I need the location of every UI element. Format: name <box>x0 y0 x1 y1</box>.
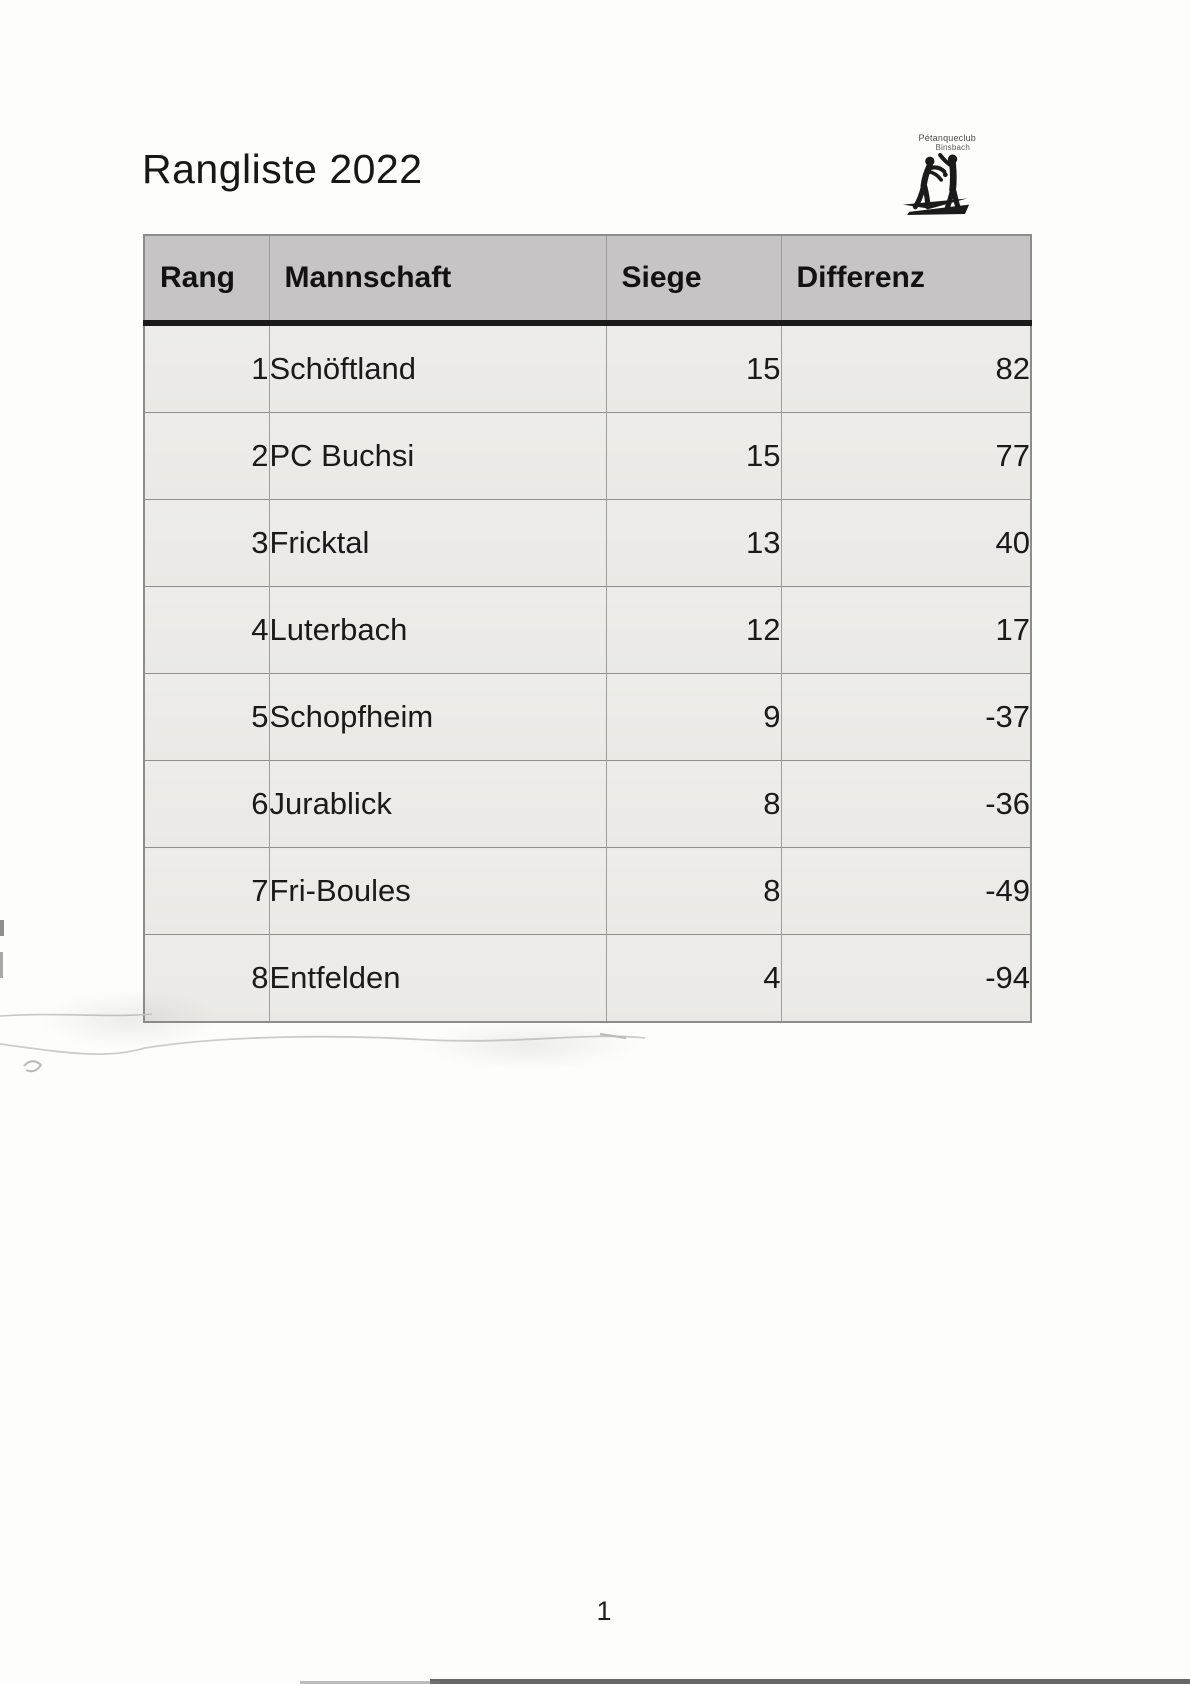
table-row <box>144 323 1031 413</box>
cell-rang: 6 <box>144 761 269 848</box>
cell-rang: 8 <box>144 935 269 1023</box>
club-logo <box>872 134 976 219</box>
cell-differenz: 77 <box>781 413 1031 500</box>
table-row <box>144 935 1031 1023</box>
cell-rang: 3 <box>144 500 269 587</box>
cell-differenz: 17 <box>781 587 1031 674</box>
column-header-siege: Siege <box>606 235 781 323</box>
club-name-line1: Pétanqueclub <box>918 133 976 143</box>
column-header-differenz: Differenz <box>781 235 1031 323</box>
cell-mannschaft: Jurablick <box>269 761 606 848</box>
table-row <box>144 587 1031 674</box>
cell-rang: 2 <box>144 413 269 500</box>
club-logo-text <box>872 134 976 152</box>
table-row <box>144 500 1031 587</box>
cell-differenz: 40 <box>781 500 1031 587</box>
cell-siege: 4 <box>606 935 781 1023</box>
cell-mannschaft: Entfelden <box>269 935 606 1023</box>
ranking-table <box>143 234 1032 1023</box>
cell-siege: 8 <box>606 848 781 935</box>
table-header-row <box>144 235 1031 323</box>
cell-siege: 15 <box>606 323 781 413</box>
cell-differenz: -49 <box>781 848 1031 935</box>
cell-mannschaft: Fri-Boules <box>269 848 606 935</box>
cell-differenz: -37 <box>781 674 1031 761</box>
petanque-players-icon <box>894 153 976 215</box>
table-row <box>144 413 1031 500</box>
cell-differenz: 82 <box>781 323 1031 413</box>
cell-siege: 12 <box>606 587 781 674</box>
club-name-line2: Binsbach <box>935 143 970 152</box>
cell-mannschaft: Schöftland <box>269 323 606 413</box>
table-row <box>144 674 1031 761</box>
cell-rang: 7 <box>144 848 269 935</box>
cell-siege: 9 <box>606 674 781 761</box>
cell-mannschaft: Schopfheim <box>269 674 606 761</box>
page-title: Rangliste 2022 <box>142 146 423 192</box>
cell-mannschaft: Fricktal <box>269 500 606 587</box>
page-number: 1 <box>596 1596 612 1626</box>
cell-differenz: -36 <box>781 761 1031 848</box>
cell-mannschaft: PC Buchsi <box>269 413 606 500</box>
column-header-rang: Rang <box>144 235 269 323</box>
table-row <box>144 761 1031 848</box>
cell-rang: 5 <box>144 674 269 761</box>
cell-mannschaft: Luterbach <box>269 587 606 674</box>
cell-siege: 15 <box>606 413 781 500</box>
cell-differenz: -94 <box>781 935 1031 1023</box>
cell-siege: 8 <box>606 761 781 848</box>
cell-siege: 13 <box>606 500 781 587</box>
cell-rang: 4 <box>144 587 269 674</box>
scan-smudge <box>40 990 220 1050</box>
column-header-mannschaft: Mannschaft <box>269 235 606 323</box>
table-row <box>144 848 1031 935</box>
scan-smudge <box>420 1020 640 1070</box>
cell-rang: 1 <box>144 323 269 413</box>
